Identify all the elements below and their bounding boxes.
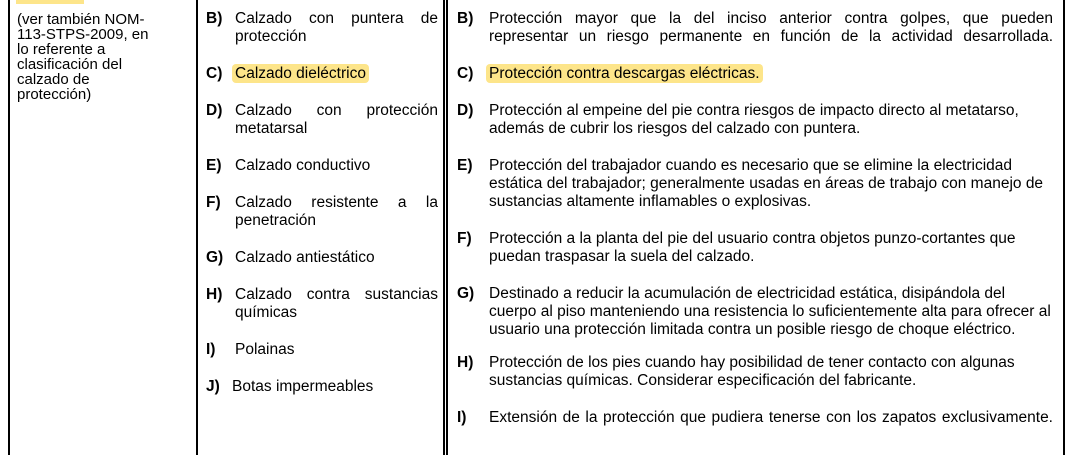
desc-item-f xyxy=(457,230,1053,266)
type-letter: C) xyxy=(206,65,223,82)
type-text: Calzado con puntera de protección xyxy=(235,10,438,45)
desc-item-e xyxy=(457,157,1053,211)
type-letter: G) xyxy=(206,249,224,266)
type-item-b xyxy=(206,10,438,46)
type-item-c xyxy=(206,65,438,83)
table-divider-1 xyxy=(196,0,198,455)
type-text: Botas impermeables xyxy=(232,378,374,395)
desc-item-g xyxy=(457,285,1053,339)
type-item-d xyxy=(206,102,438,138)
desc-item-b xyxy=(457,10,1053,46)
desc-text: Extensión de la protección que pudiera tenerse con los zapatos exclusivamente. xyxy=(489,409,1053,426)
desc-letter: I) xyxy=(457,409,467,426)
type-text: Polainas xyxy=(235,341,295,358)
desc-letter: F) xyxy=(457,230,472,247)
reference-note-line: 113-STPS-2009, en xyxy=(17,26,149,43)
desc-item-i xyxy=(457,409,1053,427)
reference-note-line: clasificación del xyxy=(17,56,123,73)
desc-text: Protección a la planta del pie del usuario contra objetos punzo-cortantes que puedan traspasar la suela del calzado. xyxy=(489,230,1016,265)
desc-text: Protección al empeine del pie contra riesgos de impacto directo al metatarso, además de cubrir los riesgos del calzado con puntera. xyxy=(489,102,1019,137)
type-letter: E) xyxy=(206,157,222,174)
desc-item-c xyxy=(457,65,1053,83)
desc-letter: E) xyxy=(457,157,473,174)
desc-letter: G) xyxy=(457,285,475,302)
table-border-left xyxy=(8,0,10,455)
desc-text: Protección mayor que la del inciso anterior contra golpes, que pueden representar un riesgo permanente en función de la actividad desarrollada. xyxy=(489,10,1053,45)
type-item-i xyxy=(206,341,438,359)
desc-letter: H) xyxy=(457,354,474,371)
reference-note xyxy=(17,12,177,102)
type-text-highlighted: Calzado dieléctrico xyxy=(232,64,369,83)
desc-letter: D) xyxy=(457,102,474,119)
type-text: Calzado antiestático xyxy=(235,249,375,266)
type-text: Calzado resistente a la penetración xyxy=(235,194,438,229)
desc-text: Protección de los pies cuando hay posibilidad de tener contacto con algunas sustancias químicas. Considerar especificación del fabricante. xyxy=(489,354,1015,389)
type-item-h xyxy=(206,286,438,322)
reference-note-line: protección) xyxy=(17,86,92,103)
table-divider-2a xyxy=(443,0,445,455)
reference-note-line: lo referente a xyxy=(17,41,106,58)
desc-text-highlighted: Protección contra descargas eléctricas. xyxy=(486,64,763,83)
reference-note-line: calzado de xyxy=(17,71,90,88)
table-divider-2b xyxy=(446,0,448,455)
desc-text: Destinado a reducir la acumulación de electricidad estática, disipándola del cuerpo al piso manteniendo una resistencia lo suficientemente alta para ofrecer al usuario una protección limitada contra un posible riesgo de choque eléctrico. xyxy=(489,285,1051,338)
type-letter: F) xyxy=(206,194,221,211)
desc-letter: C) xyxy=(457,65,474,82)
highlight-fragment xyxy=(16,0,84,4)
table-border-right xyxy=(1063,0,1065,455)
type-letter: I) xyxy=(206,341,216,358)
type-letter: H) xyxy=(206,286,223,303)
type-text: Calzado conductivo xyxy=(235,157,371,174)
type-item-j xyxy=(206,378,438,396)
type-letter: B) xyxy=(206,10,223,27)
type-item-g xyxy=(206,249,438,267)
desc-letter: B) xyxy=(457,10,474,27)
desc-item-h xyxy=(457,354,1053,390)
type-item-f xyxy=(206,194,438,230)
desc-item-d xyxy=(457,102,1053,138)
reference-note-line: (ver también NOM- xyxy=(17,11,145,28)
type-text: Calzado contra sustancias químicas xyxy=(235,286,438,321)
type-letter: J) xyxy=(206,378,220,395)
type-item-e xyxy=(206,157,438,175)
type-letter: D) xyxy=(206,102,223,119)
desc-text: Protección del trabajador cuando es necesario que se elimine la electricidad estática del trabajador; generalmente usadas en áreas de trabajo con manejo de sustancias altamente inflamables o explosivas. xyxy=(489,157,1044,210)
type-text: Calzado con protección metatarsal xyxy=(235,102,438,137)
